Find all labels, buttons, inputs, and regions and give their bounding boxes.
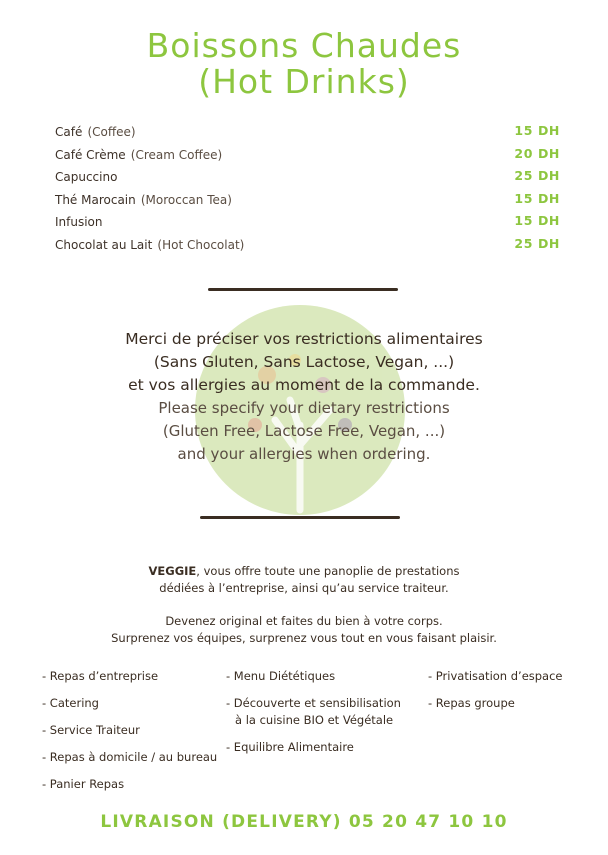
item-translation: (Cream Coffee)	[130, 147, 223, 162]
item-translation: (Coffee)	[87, 125, 136, 139]
service-item-continued: à la cuisine BIO et Végétale	[235, 713, 394, 727]
menu-item	[55, 233, 560, 256]
dietary-notice	[0, 328, 608, 466]
service-item: - Menu Diététiques	[226, 669, 336, 683]
services-column-2	[226, 668, 401, 766]
services-column-3	[428, 668, 563, 722]
notice-en-line: Please specify your dietary restrictions	[158, 399, 450, 417]
notice-fr-line: (Sans Gluten, Sans Lactose, Vegan, ...)	[153, 353, 455, 371]
item-translation: (Moroccan Tea)	[140, 192, 232, 207]
page-subtitle: (Hot Drinks)	[198, 62, 410, 101]
notice-fr-line: Merci de préciser vos restrictions alimentaires	[125, 330, 483, 348]
services-column-1	[42, 668, 217, 803]
drinks-menu	[55, 120, 560, 255]
menu-item	[55, 165, 560, 188]
promo-line: Devenez original et faites du bien à votre corps.	[165, 614, 443, 628]
item-name: Café Crème	[55, 147, 126, 162]
item-name: Chocolat au Lait	[55, 237, 153, 252]
promo-text: , vous offre toute une panoplie de prestations	[196, 564, 460, 578]
veggie-promo	[0, 563, 608, 647]
delivery-phone: LIVRAISON (DELIVERY) 05 20 47 10 10	[100, 812, 508, 832]
promo-line: Surprenez vos équipes, surprenez vous tout en vous faisant plaisir.	[111, 631, 497, 645]
item-name: Capuccino	[55, 170, 118, 184]
promo-line	[0, 563, 608, 580]
service-item: - Privatisation d’espace	[428, 669, 563, 683]
service-item: - Catering	[42, 696, 99, 710]
item-price: 25 DH	[514, 235, 560, 251]
notice-fr-line: et vos allergies au moment de la commande.	[128, 376, 480, 394]
notice-en-line: and your allergies when ordering.	[177, 445, 431, 463]
service-item: - Découverte et sensibilisation	[226, 696, 401, 710]
item-name: Infusion	[55, 215, 103, 229]
service-item: - Repas à domicile / au bureau	[42, 750, 218, 764]
promo-line: dédiées à l’entreprise, ainsi qu’au service traiteur.	[159, 581, 449, 595]
service-item: - Equilibre Alimentaire	[226, 740, 354, 754]
notice-en-line: (Gluten Free, Lactose Free, Vegan, ...)	[162, 422, 446, 440]
divider	[208, 288, 398, 291]
menu-item	[55, 210, 560, 233]
item-price: 15 DH	[514, 123, 560, 138]
menu-item	[55, 120, 560, 143]
item-price: 15 DH	[514, 213, 560, 228]
service-item: - Repas d’entreprise	[42, 669, 159, 683]
item-translation: (Hot Chocolat)	[157, 237, 245, 252]
item-price: 15 DH	[514, 190, 560, 206]
page-title: Boissons Chaudes	[146, 26, 462, 65]
item-price: 25 DH	[514, 168, 560, 183]
item-price: 20 DH	[514, 145, 560, 161]
item-name: Café	[55, 125, 83, 139]
service-item: - Repas groupe	[428, 696, 515, 710]
menu-item	[55, 143, 560, 166]
divider	[200, 516, 400, 519]
brand-name: VEGGIE	[148, 564, 197, 578]
menu-item	[55, 188, 560, 211]
service-item: - Service Traiteur	[42, 723, 140, 737]
item-name: Thé Marocain	[55, 192, 136, 207]
service-item: - Panier Repas	[42, 777, 125, 791]
